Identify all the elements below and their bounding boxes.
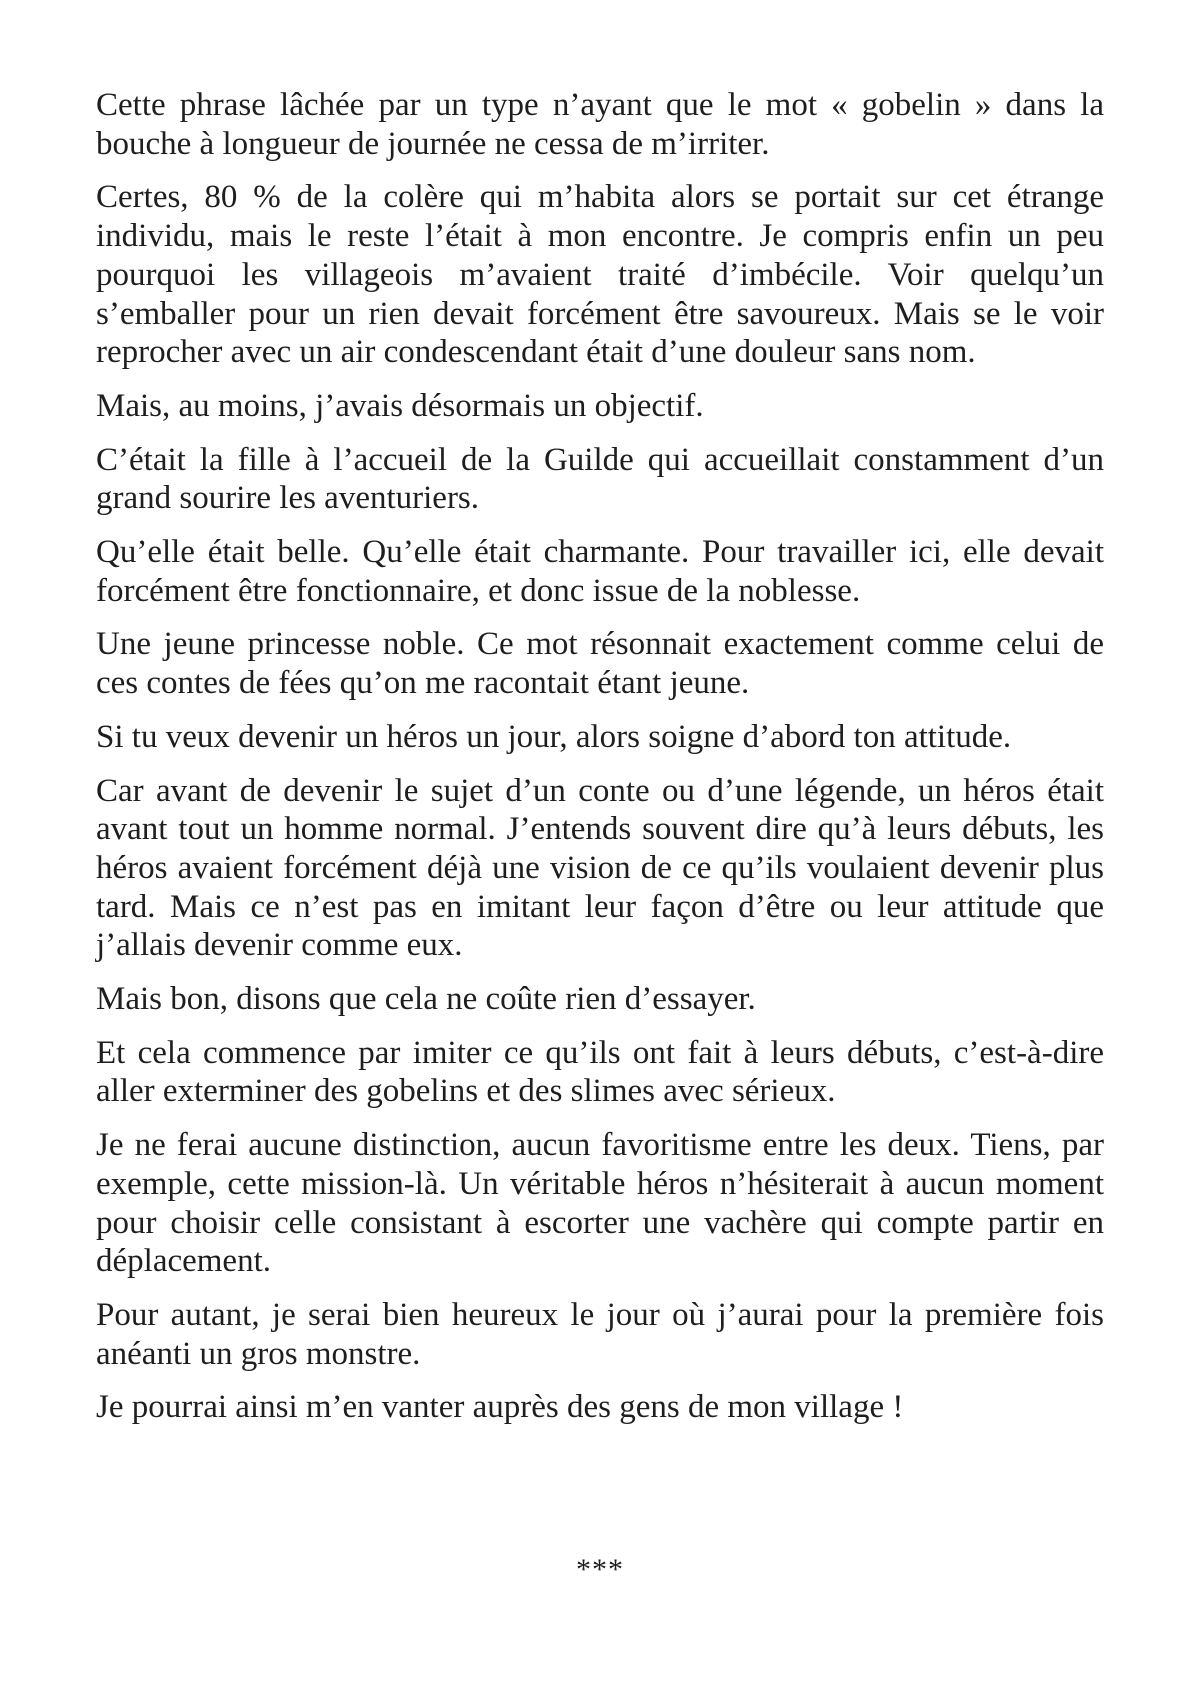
paragraph-1: Cette phrase lâchée par un type n’ayant que le mot « gobelin » dans la bouche à longueur de journée ne cessa de m’irriter. (96, 87, 1104, 162)
section-break: *** (576, 1553, 624, 1586)
paragraph-10: Et cela commence par imiter ce qu’ils ont fait à leurs débuts, c’est-à-dire aller exterminer des gobelins et des slimes avec sérieux. (96, 1034, 1104, 1110)
text-body (96, 86, 1104, 1427)
paragraph-8: Car avant de devenir le sujet d’un conte ou d’une légende, un héros était avant tout un homme normal. J’entends souvent dire qu’à leurs débuts, les héros avaient forcément déjà une vision de ce qu’ils voulaient devenir plus tard. Mais ce n’est pas en imitant leur façon d’être ou leur attitude que j’allais devenir comme eux. (96, 772, 1104, 964)
paragraph-5: Qu’elle était belle. Qu’elle était charmante. Pour travailler ici, elle devait forcément être fonctionnaire, et donc issue de la noblesse. (96, 534, 1104, 609)
paragraph-2: Certes, 80 % de la colère qui m’habita alors se portait sur cet étrange individu, mais le reste l’était à mon encontre. Je compris enfin un peu pourquoi les villageois m’avaient traité d’imbécile. Voir quelqu’un s’emballer pour un rien devait forcément être savoureux. Mais se le voir reprocher avec un air condescendant était d’une douleur sans nom. (96, 179, 1104, 371)
paragraph-13: Je pourrai ainsi m’en vanter auprès des gens de mon village ! (96, 1389, 904, 1426)
paragraph-9: Mais bon, disons que cela ne coûte rien d’essayer. (96, 981, 756, 1018)
paragraph-7: Si tu veux devenir un héros un jour, alors soigne d’abord ton attitude. (96, 718, 1012, 755)
paragraph-3: Mais, au moins, j’avais désormais un objectif. (96, 387, 704, 424)
paragraph-12: Pour autant, je serai bien heureux le jour où j’aurai pour la première fois anéanti un gros monstre. (96, 1296, 1104, 1372)
paragraph-11: Je ne ferai aucune distinction, aucun favoritisme entre les deux. Tiens, par exemple, cette mission-là. Un véritable héros n’hésiterait à aucun moment pour choisir celle consistant à escorter une vachère qui compte partir en déplacement. (96, 1127, 1104, 1280)
paragraph-4: C’était la fille à l’accueil de la Guilde qui accueillait constamment d’un grand sourire les aventuriers. (96, 441, 1104, 517)
paragraph-6: Une jeune princesse noble. Ce mot résonnait exactement comme celui de ces contes de fées qu’on me racontait étant jeune. (96, 626, 1104, 702)
